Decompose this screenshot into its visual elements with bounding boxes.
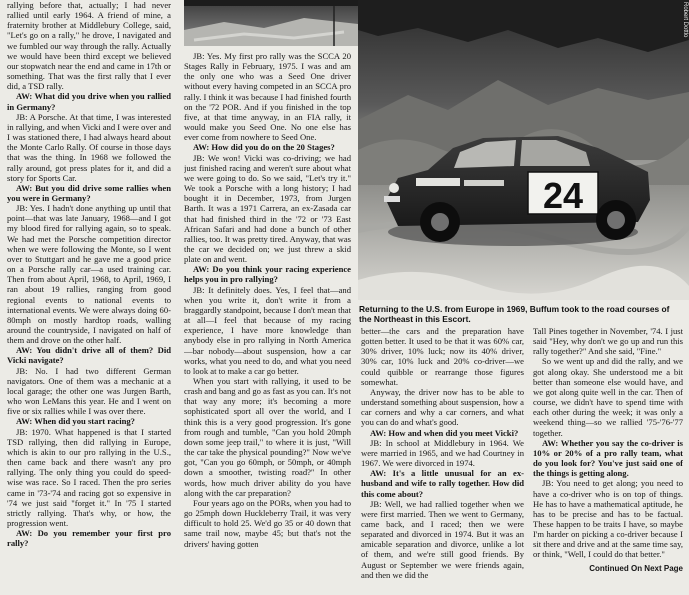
question: AW: When did you start racing? xyxy=(16,416,135,427)
paragraph: better—the cars and the preparation have gotten better. It used to be that it was 60% car, 30% driver, 10% luck; now its 40% driver, 30% car, 10% luck and 20% co-driver—we could quibble or rearrange those figures somewhat. xyxy=(361,326,524,387)
escort-photo-image xyxy=(358,0,689,300)
paragraph: When you start with rallying, it used to be crash and bang and go as fast as you can. It's not that way any more; it's becoming a more sophisticated sport all over the world, and I think this is a very good progression. It's gone from rough and tumble, "Can you hold 20mph down some jeep trail," to where it is just, "Will the car take the physical pounding?" Now we've got, "Can you go 60mph, or 50mph, or 40mph down a smoother, twisting road?" In other words, how much driver ability do you have along with the car preparation? xyxy=(184,376,351,498)
question: AW: Whether you say the co-driver is 10% or 20% of a pro rally team, what do you look for? You've just said one of the things is getting along. xyxy=(533,437,683,479)
paragraph: Anyway, the driver now has to be able to understand something about suspension, how a car corners and why a car corners, and what you can do and what's good. xyxy=(361,386,524,428)
article-column-3 xyxy=(361,326,524,595)
question: AW: You didn't drive all of them? Did Vicki navigate? xyxy=(7,345,171,366)
paragraph: JB: We won! Vicki was co-driving; we had just finished racing and weren't sure about what we were going to do. So we said, "Let's try it." We took a Porsche with a long history; I had bought it in December, 1973, from Jurgen Barth. It was a 1971 Carrera, an ex-Zasada car that had finished third in the '72 or '73 East African Safari and had done a bunch of other rallies, too. It was pretty tired. Anyway, that was the car we decided on; we just threw a skid plate on and went. xyxy=(184,152,351,265)
question: AW: How and when did you meet Vicki? xyxy=(370,427,519,438)
escort-photo xyxy=(358,0,689,300)
paragraph: JB: No. I had two different German navigators. One of them was a mechanic at a local garage; the other one was Jurgen Barth, who won LeMans this year. He and I went on five or six rallies while I was over there. xyxy=(7,365,171,417)
paragraph: JB: A Porsche. At that time, I was interested in rallying, and when Vicki and I were over and I was stationed there, I had always heard about the Monte Carlo Rally. Of course in those days that was the thing. In 1968 we followed the rally around, got press plates for it, and did a story for Sports Car. xyxy=(7,111,171,183)
continued-notice: Continued On Next Page xyxy=(589,563,683,573)
paragraph: JB: Well, we had rallied together when we were first married. Then we went to Germany, came back, and I raced; then we were separated and divorced in 1974. But it was an amicable separation and divorce, unlike a lot of them, and we're still good friends. By August or September we were friends again, and then we did the xyxy=(361,498,524,580)
paragraph: Four years ago on the PORs, when you had to go 25mph down Huckleberry Trail, it was very difficult to hold 25. We'd go 35 or 40 down that same trail now, maybe 45; but that's not the drivers' having gotten xyxy=(184,497,351,549)
question: AW: It's a little unusual for an ex-husband and wife to rally together. How did this come about? xyxy=(361,468,524,499)
photo-strip-image xyxy=(184,0,358,46)
photo-credit: Robert Dottlo xyxy=(682,2,688,38)
question: AW: What did you drive when you rallied in Germany? xyxy=(7,91,171,112)
paragraph: JB: 1970. What happened is that I started TSD rallying, then did rallying in Europe, which is akin to our pro rallying in the U.S., then came back and there wasn't any pro rallying. The only thing you could do speed-wise was race. So I raced. Then the pro series came in '73-'74 and racing got so expensive in '74 we just said "forget it." In '75 I started strictly rallying. That's why, or how, the progression went. xyxy=(7,426,171,528)
article-column-4 xyxy=(533,326,683,595)
photo-strip xyxy=(184,0,358,46)
question: AW: Do you think your racing experience helps you in pro rallying? xyxy=(184,264,351,285)
question: AW: But you did drive some rallies when you were in Germany? xyxy=(7,182,171,203)
paragraph: JB: You need to get along; you need to have a co-driver who is on top of things. He has to have a mathematical aptitude, he has to be precise and has to be factual. These happen to be traits I have, so maybe I'm harder on picking a co-driver because I sit there and drive and at the same time say, or think, "Well, I could do that better." xyxy=(533,478,683,560)
photo-caption: Returning to the U.S. from Europe in 1969, Buffum took to the road courses of the Northeast in this Escort. xyxy=(359,304,670,324)
paragraph: JB: It definitely does. Yes, I feel that—and when you write it, don't write it from a braggardly standpoint, because I don't mean that at all—I feel that because of my racing experience, I have more knowledge than anybody else in pro rallying in North America—bar nobody—about suspension, how a car works, what you need to do, and what you need to look at to make a car go better. xyxy=(184,284,351,376)
question: AW: Do you remember your first pro rally? xyxy=(7,528,171,549)
paragraph: JB: Yes. I hadn't done anything up until that point—that was late January, 1968—and I got my blood fired for rallying again, so to speak. We had met the Porsche competition director when we were following the Monte, so I went over to Stuttgart and he gave me a good price on a Porsche rally car—a used training car. Then from about April, 1968, to April, 1969, I ran about 19 rallies, ranging from good regional events to national events to international events. We were always doing 60-80mph on mostly hardtop roads, walling around the countryside, I navigated on half of them and drove on the other half. xyxy=(7,203,171,346)
paragraph: So we went up and did the rally, and we got along okay. She understood me a bit better than someone else would have, and we got along quite well in the car. Then of course, we didn't have to spend time with each other during the week; it was only a weekend thing—so we rallied '75-'76-'77 together. xyxy=(533,356,683,438)
article-column-1 xyxy=(7,0,171,595)
paragraph: Tall Pines together in November, '74. I just said "Hey, why don't we go up and run this rally together?" And she said, "Fine." xyxy=(533,326,683,357)
article-column-2 xyxy=(184,51,351,595)
paragraph: JB: Yes. My first pro rally was the SCCA 20 Stages Rally in February, 1975. I was and am the only one who was a Seed One driver without every having competed in an SCCA pro rally. I think it was because I had finished fourth on the '72 POR. And if you finished in the top five, at that time anyway, in an FIA rally, it would make you Seed One. No one else has ever come from nowhere to Seed One. xyxy=(184,51,351,143)
paragraph: rallying before that, actually; I had never rallied until early 1964. A friend of mine, a fraternity brother at Middlebury College, said, "Let's go on a rally," he drove, I navigated and we fumbled our way through the rally. Actually we would have been third except we believed our stopwatch near the end and came in 17th or something. That was the first rally that I ever did, a TSD rally. xyxy=(7,0,171,92)
car-number: 24 xyxy=(542,175,584,216)
question: AW: How did you do on the 20 Stages? xyxy=(193,142,335,153)
paragraph: JB: In school at Middlebury in 1964. We were married in 1965, and we had Courtney in 1967. We were divorced in 1974. xyxy=(361,437,524,469)
